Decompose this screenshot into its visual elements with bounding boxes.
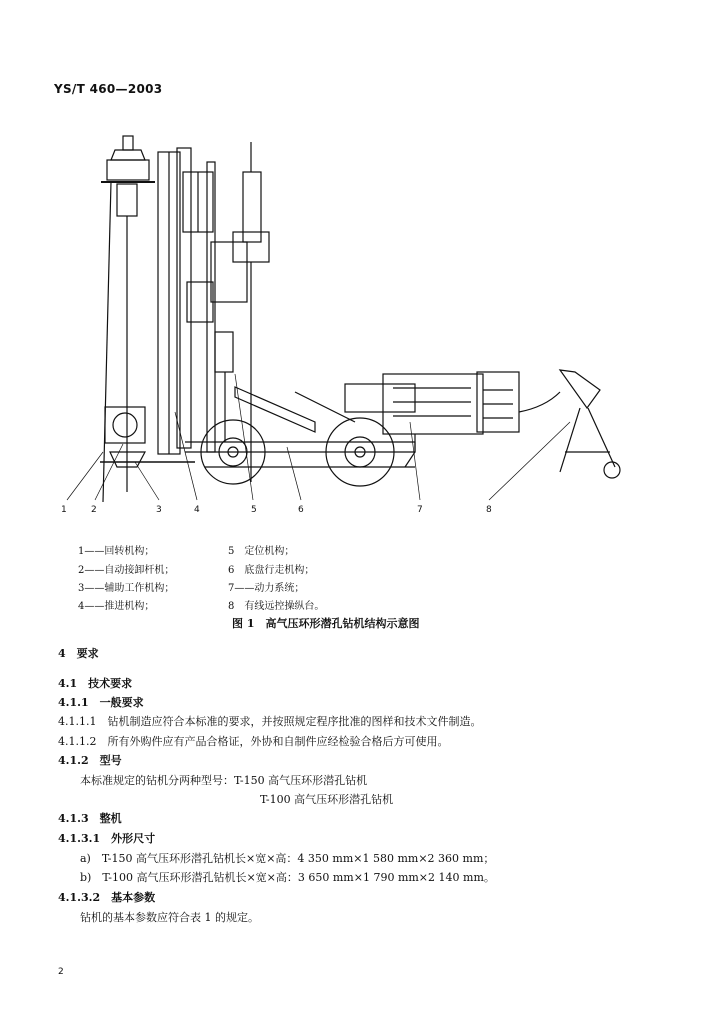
callout-4: 4 [194, 505, 200, 515]
rotary-motor [117, 184, 137, 216]
legend-item: 1——回转机构； [78, 546, 155, 557]
control-cable [519, 392, 560, 412]
clause-4-1-1-2: 4.1.1.2 所有外购件应有产品合格证，外协和自制件应经检验合格后方可使用。 [58, 735, 449, 748]
legend-item: 2——自动接卸杆机； [78, 565, 175, 576]
legend-item: 5 定位机构； [228, 546, 295, 557]
callout-7: 7 [417, 505, 423, 515]
power-unit [383, 374, 483, 434]
swivel-top [123, 136, 133, 150]
section-4-1-3-heading: 4.1.3 整机 [58, 812, 122, 825]
dimension-item-b: b) T-100 高气压环形潜孔钻机长×宽×高：3 650 mm×1 790 mm×2 140 mm。 [80, 871, 495, 884]
section-4-1-3-2-heading: 4.1.3.2 基本参数 [58, 891, 156, 904]
callout-leaders [67, 374, 570, 500]
legend-item: 4——推进机构； [78, 601, 155, 612]
section-4-1-2-heading: 4.1.2 型号 [58, 754, 122, 767]
page-number: 2 [58, 967, 64, 977]
section-4-1-heading: 4.1 技术要求 [58, 677, 133, 690]
legend-item: 6 底盘行走机构； [228, 565, 315, 576]
model-line-1: 本标准规定的钻机分两种型号：T-150 高气压环形潜孔钻机 [80, 774, 368, 787]
section-4-1-1-heading: 4.1.1 一般要求 [58, 696, 144, 709]
callout-5: 5 [251, 505, 257, 515]
section-4-heading: 4 要求 [58, 647, 99, 660]
callout-2: 2 [91, 505, 97, 515]
legend-item: 7——动力系统； [228, 583, 305, 594]
remote-console [560, 370, 600, 408]
callout-6: 6 [298, 505, 304, 515]
boom-arm [235, 387, 315, 432]
legend-item: 3——辅助工作机构； [78, 583, 175, 594]
callout-1: 1 [61, 505, 67, 515]
rotary-head [107, 160, 149, 180]
section-4-1-3-1-heading: 4.1.3.1 外形尺寸 [58, 832, 156, 845]
rotary-head-cap [111, 150, 145, 160]
drill-rig-schematic [55, 122, 655, 530]
model-line-2: T-100 高气压环形潜孔钻机 [260, 793, 394, 806]
callout-3: 3 [156, 505, 162, 515]
legend-item: 8 有线远控操纵台。 [228, 601, 325, 612]
clause-4-1-1-1: 4.1.1.1 钻机制造应符合本标准的要求，并按照规定程序批准的图样和技术文件制造。 [58, 715, 482, 728]
rod-changer [105, 407, 145, 443]
standard-code: YS/T 460—2003 [54, 82, 163, 96]
mast-rail [207, 162, 215, 452]
figure-caption: 图 1 高气压环形潜孔钻机结构示意图 [232, 617, 420, 630]
dimension-item-a: a) T-150 高气压环形潜孔钻机长×宽×高：4 350 mm×1 580 mm×2 360 mm； [80, 852, 495, 865]
callout-8: 8 [486, 505, 492, 515]
parameters-note: 钻机的基本参数应符合表 1 的规定。 [80, 911, 259, 924]
